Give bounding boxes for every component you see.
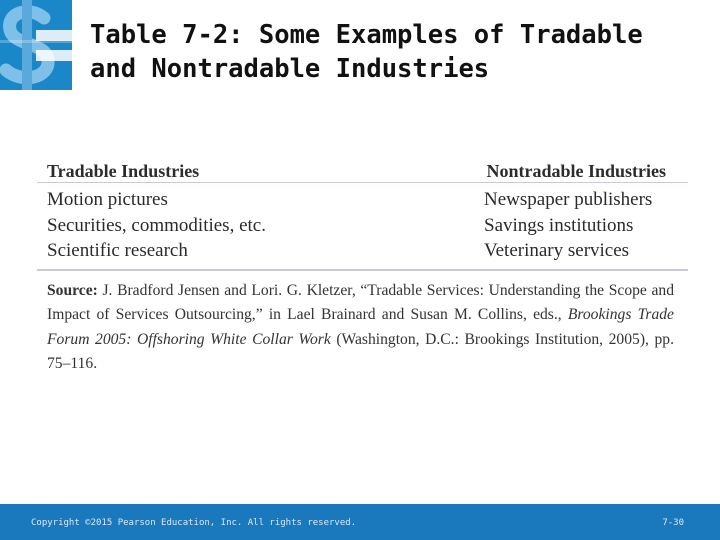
table-cell: Motion pictures xyxy=(47,189,168,210)
slide-title-line-2: and Nontradable Industries xyxy=(90,54,490,84)
table-header-row xyxy=(37,155,688,183)
industries-table xyxy=(37,155,688,377)
table-cell: Savings institutions xyxy=(484,214,634,236)
table-cell: Scientific research xyxy=(47,240,188,261)
table-cell: Newspaper publishers xyxy=(484,189,653,210)
source-title: Brookings Trade Forum 2005: Offshoring White Collar Work xyxy=(47,306,674,348)
tradable-column xyxy=(47,187,266,264)
footer-bar xyxy=(0,504,720,540)
table-cell: Veterinary services xyxy=(484,240,630,261)
source-label: Source: xyxy=(47,281,98,299)
source-text: J. Bradford Jensen and Lori. G. Kletzer, “Tradable Services: Understanding the Scope and Impact of Services Outsourcing,” in Lael Brainard and Susan M. Collins, eds., xyxy=(47,281,674,323)
table-cell: Securities, commodities, etc. xyxy=(47,214,266,236)
nontradable-column xyxy=(484,187,674,264)
slide-title-line-1: Table 7-2: Some Examples of Tradable xyxy=(90,20,643,50)
source-text-end: (Washington, D.C.: Brookings Institution, 2005), pp. 75–116. xyxy=(47,330,674,372)
copyright-text: Copyright ©2015 Pearson Education, Inc. All rights reserved. xyxy=(31,518,357,528)
page-number: 7-30 xyxy=(662,518,684,528)
source-note xyxy=(37,271,688,377)
header-nontradable: Nontradable Industries xyxy=(486,161,666,181)
table-body xyxy=(37,183,688,271)
slide-title xyxy=(90,18,710,86)
dollar-sign-icon xyxy=(0,0,72,90)
header-tradable: Tradable Industries xyxy=(47,161,200,181)
